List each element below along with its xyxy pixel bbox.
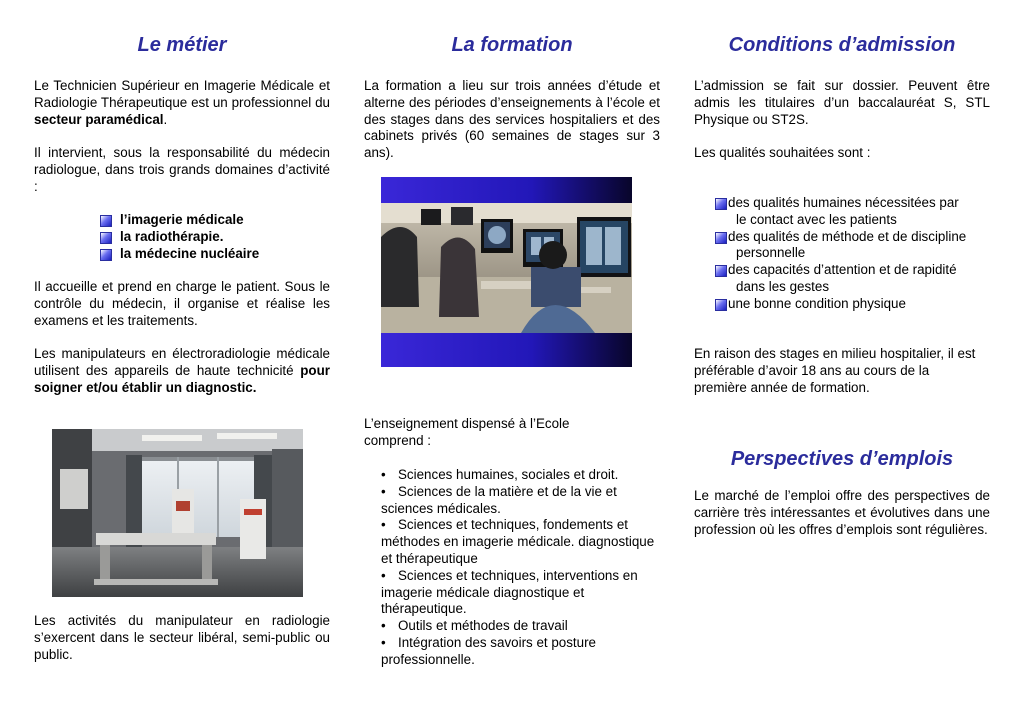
classroom-photo <box>381 177 632 367</box>
list-item: des capacités d’attention et de rapidité dans les gestes <box>716 262 992 296</box>
bullet-dot-icon: • <box>381 483 386 499</box>
paragraph-intervient: Il intervient, sous la responsabilité du médecin radiologue, dans trois grands domaines d’activité : <box>34 145 330 194</box>
domains-list <box>100 212 259 262</box>
intro-bold: secteur paramédical <box>34 111 164 127</box>
square-bullet-icon <box>100 215 112 227</box>
classroom-image <box>381 177 632 367</box>
qualities-list <box>716 195 992 313</box>
bullet-dot-icon: • <box>381 467 386 482</box>
square-bullet-icon <box>715 265 727 277</box>
bullet-dot-icon: • <box>381 634 386 650</box>
paragraph-enseignement: L’enseignement dispensé à l’Ecole comprend : <box>364 416 570 448</box>
list-item: • Intégration des savoirs et posture professionnelle. <box>381 634 596 667</box>
square-bullet-icon <box>100 232 112 244</box>
bullet-dot-icon: • <box>381 517 386 533</box>
intro-end: . <box>163 111 168 127</box>
paragraph-perspectives: Le marché de l’emploi offre des perspectives de carrière très intéressantes et évolutives dans une profession où les offres d’emplois sont régulières. <box>694 488 990 537</box>
list-item: • Sciences et techniques, fondements et méthodes en imagerie médicale. diagnostique et thérapeutique <box>381 517 655 566</box>
heading-perspectives-emplois: Perspectives d’emplois <box>730 448 954 470</box>
list-item: • Sciences et techniques, interventions en imagerie médicale diagnostique et thérapeutique. <box>381 567 638 617</box>
radiology-room-photo <box>52 429 303 597</box>
square-bullet-icon <box>100 249 112 261</box>
heading-la-formation: La formation <box>451 34 573 56</box>
courses-list <box>381 467 661 669</box>
list-item: des qualités de méthode et de discipline personnelle <box>716 229 992 263</box>
intro-text: Le Technicien Supérieur en Imagerie Médicale et Radiologie Thérapeutique est un professionnel du <box>34 78 330 110</box>
paragraph-stages: En raison des stages en milieu hospitalier, il est préférable d’avoir 18 ans au cours de la première année de formation. <box>694 346 976 395</box>
paragraph-activites: Les activités du manipulateur en radiologie s’exercent dans le secteur libéral, semi-public ou public. <box>34 613 330 662</box>
radiology-room-image <box>52 429 303 597</box>
list-item: une bonne condition physique <box>716 296 992 313</box>
paragraph-admission: L’admission se fait sur dossier. Peuvent être admis les titulaires d’un baccalauréat S, STL Physique ou ST2S. <box>694 78 990 127</box>
list-item: • Sciences de la matière et de la vie et sciences médicales. <box>381 483 617 516</box>
square-bullet-icon <box>715 299 727 311</box>
paragraph-intro <box>34 78 330 128</box>
list-item: l’imagerie médicale <box>100 212 259 229</box>
paragraph-qualites: Les qualités souhaitées sont : <box>694 145 871 160</box>
paragraph-manipulateurs: Les manipulateurs en électroradiologie médicale utilisent des appareils de haute technicité pour soigner et/ou établir un diagnostic. <box>34 346 330 395</box>
list-item: la médecine nucléaire <box>100 246 259 263</box>
list-item: • Sciences humaines, sociales et droit. <box>381 467 619 482</box>
square-bullet-icon <box>715 198 727 210</box>
paragraph-formation: La formation a lieu sur trois années d’étude et alterne des périodes d’enseignements à l’école et des stages dans des services hospitaliers et des cabinets privés (60 semaines de stages sur 3 ans). <box>364 78 660 161</box>
list-item: la radiothérapie. <box>100 229 259 246</box>
bullet-dot-icon: • <box>381 618 386 634</box>
bullet-dot-icon: • <box>381 567 386 583</box>
list-item: des qualités humaines nécessitées par le contact avec les patients <box>716 195 992 229</box>
square-bullet-icon <box>715 232 727 244</box>
paragraph-accueille: Il accueille et prend en charge le patient. Sous le contrôle du médecin, il organise et réalise les examens et les traitements. <box>34 279 330 328</box>
list-item: • Outils et méthodes de travail <box>381 618 568 634</box>
heading-conditions-admission: Conditions d’admission <box>728 34 956 56</box>
heading-le-metier: Le métier <box>137 34 227 56</box>
